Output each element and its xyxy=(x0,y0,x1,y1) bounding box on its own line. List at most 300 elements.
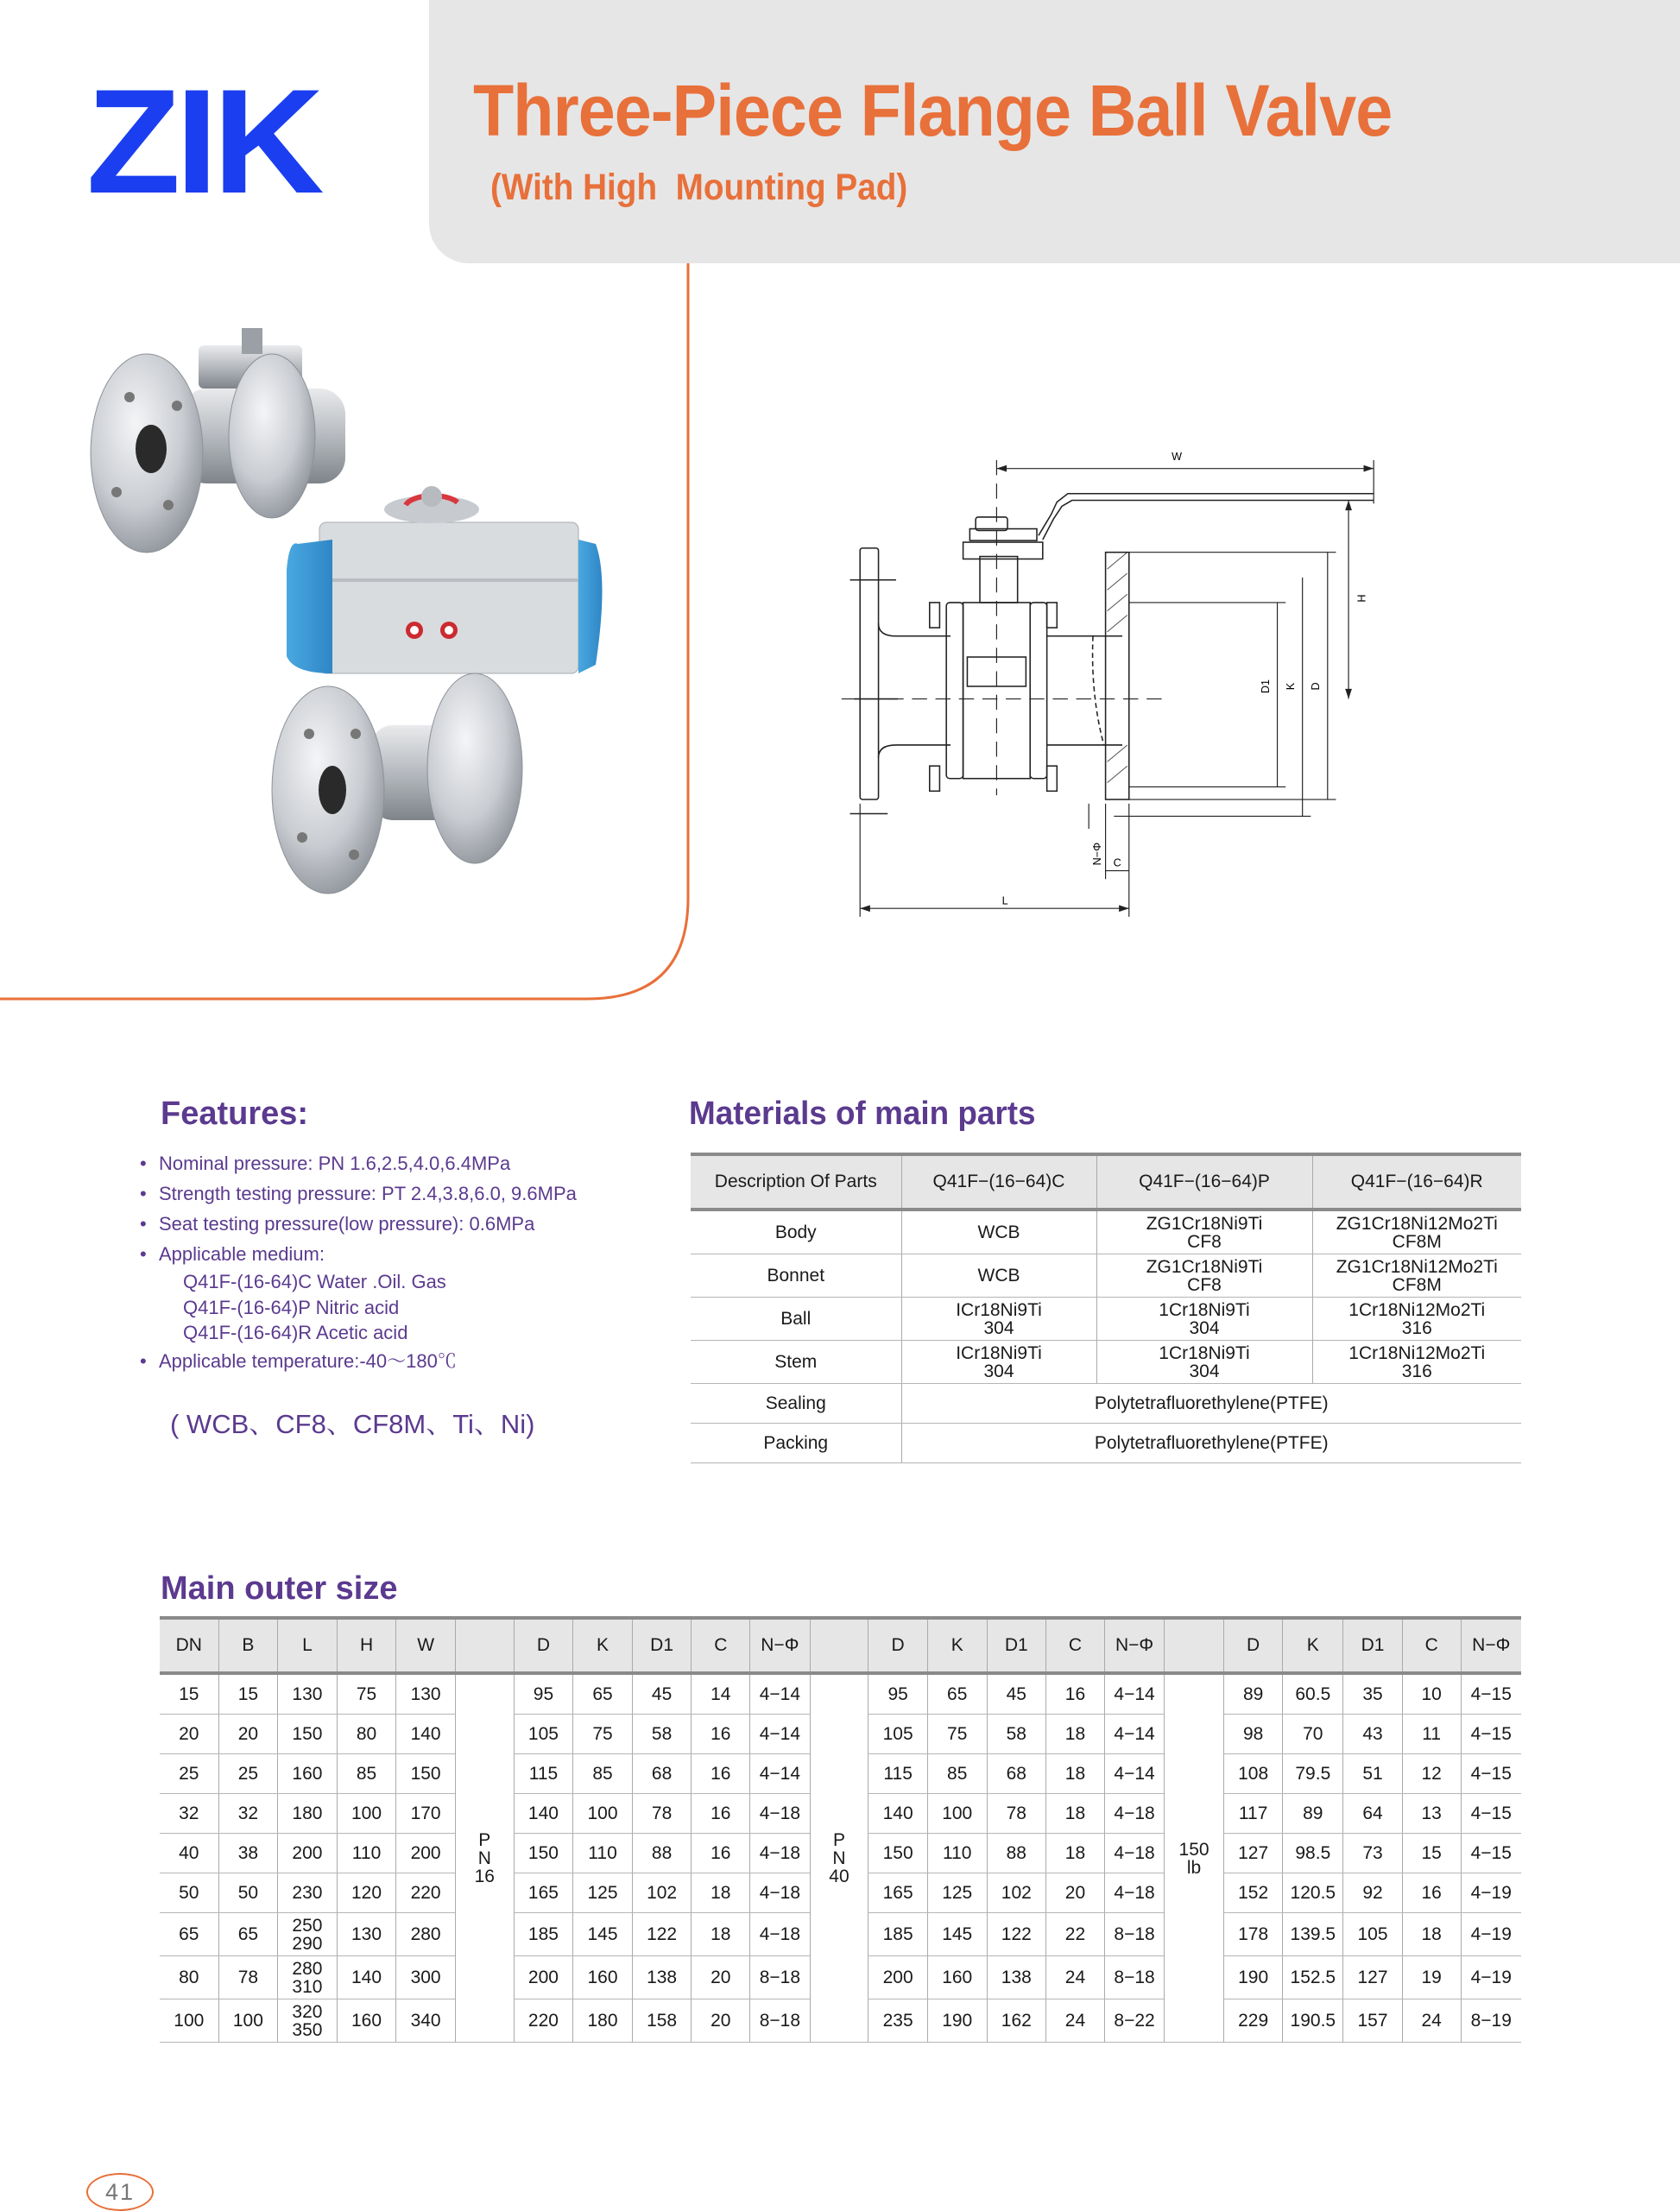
size-cell-dn: 32 xyxy=(160,1794,218,1834)
feature-item: • Applicable medium: xyxy=(140,1243,325,1265)
size-cell: 4−15 xyxy=(1461,1673,1521,1715)
size-cell: 13 xyxy=(1402,1794,1461,1834)
col-header: C xyxy=(1402,1618,1461,1673)
size-cell: 160 xyxy=(927,1956,987,1999)
size-cell: 165 xyxy=(514,1873,573,1913)
size-cell: 68 xyxy=(632,1754,692,1794)
size-cell: 16 xyxy=(1402,1873,1461,1913)
size-cell-l: 130 xyxy=(278,1673,338,1715)
size-cell-dn: 80 xyxy=(160,1956,218,1999)
size-cell: 24 xyxy=(1046,1956,1105,1999)
size-cell: 18 xyxy=(692,1873,750,1913)
size-cell: 229 xyxy=(1223,1999,1283,2043)
size-cell: 122 xyxy=(987,1913,1046,1956)
materials-row xyxy=(691,1424,1521,1463)
size-cell: 65 xyxy=(573,1673,633,1715)
size-cell: 105 xyxy=(1343,1913,1403,1956)
size-cell: 4−15 xyxy=(1461,1834,1521,1873)
part-name: Stem xyxy=(691,1341,901,1384)
size-cell: 20 xyxy=(692,1956,750,1999)
size-cell: 35 xyxy=(1343,1673,1403,1715)
size-cell-h: 140 xyxy=(337,1956,396,1999)
col-header: K xyxy=(573,1618,633,1673)
col-header: Q41F−(16−64)P xyxy=(1096,1154,1312,1210)
size-cell: 75 xyxy=(573,1715,633,1754)
size-cell: 51 xyxy=(1343,1754,1403,1794)
size-cell-b: 25 xyxy=(218,1754,278,1794)
materials-heading: Materials of main parts xyxy=(689,1096,1036,1132)
size-cell: 43 xyxy=(1343,1715,1403,1754)
col-header: B xyxy=(218,1618,278,1673)
size-cell-w: 150 xyxy=(396,1754,456,1794)
size-cell: 85 xyxy=(573,1754,633,1794)
size-cell: 4−18 xyxy=(1104,1794,1164,1834)
size-cell: 102 xyxy=(987,1873,1046,1913)
size-cell-b: 65 xyxy=(218,1913,278,1956)
size-cell: 8−19 xyxy=(1461,1999,1521,2043)
size-cell: 45 xyxy=(987,1673,1046,1715)
size-cell-l xyxy=(278,1999,338,2043)
col-header: C xyxy=(692,1618,750,1673)
size-cell: 105 xyxy=(514,1715,573,1754)
size-cell: 60.5 xyxy=(1283,1673,1343,1715)
size-cell-b: 100 xyxy=(218,1999,278,2043)
cell-line: ZG1Cr18Ni12Mo2Ti xyxy=(1336,1256,1498,1277)
size-cell-h: 130 xyxy=(337,1913,396,1956)
feature-item: • Strength testing pressure: PT 2.4,3.8,6.0, 9.6MPa xyxy=(140,1183,577,1204)
size-cell: 152 xyxy=(1223,1873,1283,1913)
size-cell: 150 xyxy=(868,1834,928,1873)
feature-item: • Seat testing pressure(low pressure): 0.6MPa xyxy=(140,1213,535,1235)
size-cell: 190.5 xyxy=(1283,1999,1343,2043)
col-header: D1 xyxy=(987,1618,1046,1673)
product-photos xyxy=(86,319,708,993)
size-cell-dn: 50 xyxy=(160,1873,218,1913)
dim-label-w: W xyxy=(1172,450,1183,463)
size-cell: 4−19 xyxy=(1461,1956,1521,1999)
size-cell: 200 xyxy=(868,1956,928,1999)
material-cell xyxy=(1096,1210,1312,1254)
size-cell: 78 xyxy=(632,1794,692,1834)
size-cell-h: 120 xyxy=(337,1873,396,1913)
col-header: Description Of Parts xyxy=(691,1154,901,1210)
size-cell: 190 xyxy=(927,1999,987,2043)
materials-table xyxy=(691,1153,1521,1463)
cell-line: 280 xyxy=(292,1958,323,1979)
size-cell: 125 xyxy=(573,1873,633,1913)
size-cell-l xyxy=(278,1913,338,1956)
material-cell: WCB xyxy=(901,1254,1096,1298)
size-cell-dn: 25 xyxy=(160,1754,218,1794)
col-header: Q41F−(16−64)R xyxy=(1312,1154,1521,1210)
size-cell: 8−22 xyxy=(1104,1999,1164,2043)
size-cell: 160 xyxy=(573,1956,633,1999)
size-cell: 162 xyxy=(987,1999,1046,2043)
part-name: Packing xyxy=(691,1424,901,1463)
size-cell: 85 xyxy=(927,1754,987,1794)
size-cell: 115 xyxy=(514,1754,573,1794)
size-cell: 200 xyxy=(514,1956,573,1999)
size-cell: 16 xyxy=(1046,1673,1105,1715)
col-header: DN xyxy=(160,1618,218,1673)
size-cell: 100 xyxy=(573,1794,633,1834)
cell-line: ZG1Cr18Ni12Mo2Ti xyxy=(1336,1213,1498,1234)
size-cell: 65 xyxy=(927,1673,987,1715)
standard-line: 40 xyxy=(829,1867,849,1886)
cell-line: CF8 xyxy=(1187,1274,1222,1295)
standard-line: N xyxy=(477,1848,491,1868)
size-cell: 4−15 xyxy=(1461,1794,1521,1834)
size-cell-h: 110 xyxy=(337,1834,396,1873)
dim-label-n-phi: N−Φ xyxy=(1090,842,1103,866)
size-cell: 73 xyxy=(1343,1834,1403,1873)
size-cell: 58 xyxy=(632,1715,692,1754)
size-cell-l: 180 xyxy=(278,1794,338,1834)
material-cell xyxy=(1312,1298,1521,1341)
size-cell: 4−19 xyxy=(1461,1873,1521,1913)
cell-line: 310 xyxy=(292,1976,323,1997)
cell-line: 1Cr18Ni9Ti xyxy=(1159,1299,1250,1320)
size-cell-dn: 40 xyxy=(160,1834,218,1873)
size-cell-b: 50 xyxy=(218,1873,278,1913)
material-cell: WCB xyxy=(901,1210,1096,1254)
materials-header-row xyxy=(691,1154,1521,1210)
size-cell: 16 xyxy=(692,1754,750,1794)
size-cell: 185 xyxy=(868,1913,928,1956)
size-cell: 4−18 xyxy=(750,1913,810,1956)
size-cell-b: 32 xyxy=(218,1794,278,1834)
medium-item: Q41F-(16-64)R Acetic acid xyxy=(183,1322,408,1343)
size-cell: 18 xyxy=(1046,1715,1105,1754)
size-cell: 115 xyxy=(868,1754,928,1794)
manual-valve-photo xyxy=(91,328,345,553)
size-cell: 108 xyxy=(1223,1754,1283,1794)
size-cell: 22 xyxy=(1046,1913,1105,1956)
material-cell xyxy=(1312,1210,1521,1254)
feature-item: • Applicable temperature:-40～180℃ xyxy=(140,1349,457,1372)
size-cell: 4−18 xyxy=(1104,1834,1164,1873)
size-cell: 70 xyxy=(1283,1715,1343,1754)
size-cell: 12 xyxy=(1402,1754,1461,1794)
size-cell-w: 280 xyxy=(396,1913,456,1956)
size-cell-l: 160 xyxy=(278,1754,338,1794)
size-cell: 127 xyxy=(1343,1956,1403,1999)
cell-line: 304 xyxy=(983,1317,1014,1338)
materials-row xyxy=(691,1298,1521,1341)
col-header: N−Φ xyxy=(1104,1618,1164,1673)
size-cell-h: 75 xyxy=(337,1673,396,1715)
col-header: N−Φ xyxy=(1461,1618,1521,1673)
materials-row xyxy=(691,1254,1521,1298)
size-cell: 165 xyxy=(868,1873,928,1913)
standard-line: lb xyxy=(1186,1857,1202,1878)
material-cell: Polytetrafluorethylene(PTFE) xyxy=(901,1424,1521,1463)
size-cell: 79.5 xyxy=(1283,1754,1343,1794)
size-cell: 16 xyxy=(692,1715,750,1754)
cell-line: 1Cr18Ni9Ti xyxy=(1159,1342,1250,1363)
part-name: Ball xyxy=(691,1298,901,1341)
part-name: Body xyxy=(691,1210,901,1254)
size-cell: 180 xyxy=(573,1999,633,2043)
size-cell: 102 xyxy=(632,1873,692,1913)
size-cell: 10 xyxy=(1402,1673,1461,1715)
size-cell: 19 xyxy=(1402,1956,1461,1999)
cell-line: ZG1Cr18Ni9Ti xyxy=(1146,1256,1263,1277)
material-cell: Polytetrafluorethylene(PTFE) xyxy=(901,1384,1521,1424)
col-header: N−Φ xyxy=(750,1618,810,1673)
size-cell-h: 100 xyxy=(337,1794,396,1834)
size-cell-h: 85 xyxy=(337,1754,396,1794)
size-heading: Main outer size xyxy=(161,1570,398,1607)
brand-logo: ZIK xyxy=(86,59,319,224)
size-cell: 24 xyxy=(1402,1999,1461,2043)
size-cell: 138 xyxy=(987,1956,1046,1999)
size-cell: 139.5 xyxy=(1283,1913,1343,1956)
cell-line: ICr18Ni9Ti xyxy=(956,1342,1042,1363)
standard-line: P xyxy=(478,1830,491,1850)
materials-note: ( WCB、CF8、CF8M、Ti、Ni) xyxy=(170,1409,535,1439)
size-cell: 120.5 xyxy=(1283,1873,1343,1913)
page-number: 41 xyxy=(86,2173,154,2211)
size-cell-dn: 100 xyxy=(160,1999,218,2043)
cell-line: 304 xyxy=(1189,1317,1220,1338)
pressure-standard xyxy=(1165,1673,1224,2043)
size-cell-l xyxy=(278,1956,338,1999)
size-cell: 127 xyxy=(1223,1834,1283,1873)
size-cell: 16 xyxy=(692,1794,750,1834)
material-cell xyxy=(1312,1341,1521,1384)
size-cell: 4−14 xyxy=(750,1754,810,1794)
cell-line: ZG1Cr18Ni9Ti xyxy=(1146,1213,1263,1234)
size-cell-w: 140 xyxy=(396,1715,456,1754)
size-cell: 4−14 xyxy=(1104,1715,1164,1754)
size-cell-w: 200 xyxy=(396,1834,456,1873)
size-row xyxy=(160,1673,1521,1715)
size-cell: 95 xyxy=(514,1673,573,1715)
col-header: D1 xyxy=(632,1618,692,1673)
medium-item: Q41F-(16-64)P Nitric acid xyxy=(183,1296,400,1318)
size-cell: 145 xyxy=(573,1913,633,1956)
cell-line: 1Cr18Ni12Mo2Ti xyxy=(1348,1299,1486,1320)
col-header: K xyxy=(927,1618,987,1673)
size-cell: 4−18 xyxy=(750,1794,810,1834)
col-header: L xyxy=(278,1618,338,1673)
size-cell: 20 xyxy=(1046,1873,1105,1913)
size-cell-l: 200 xyxy=(278,1834,338,1873)
dim-label-h: H xyxy=(1355,594,1368,603)
size-cell-w: 170 xyxy=(396,1794,456,1834)
cell-line: 1Cr18Ni12Mo2Ti xyxy=(1348,1342,1486,1363)
feature-item: • Nominal pressure: PN 1.6,2.5,4.0,6.4MPa xyxy=(140,1153,511,1174)
cell-line: ICr18Ni9Ti xyxy=(956,1299,1042,1320)
size-cell-dn: 20 xyxy=(160,1715,218,1754)
size-cell: 117 xyxy=(1223,1794,1283,1834)
size-cell: 145 xyxy=(927,1913,987,1956)
standard-line: P xyxy=(832,1830,845,1850)
size-cell: 75 xyxy=(927,1715,987,1754)
size-cell: 16 xyxy=(692,1834,750,1873)
dim-label-c: C xyxy=(1113,856,1121,869)
cell-line: 320 xyxy=(292,2001,323,2022)
size-cell: 95 xyxy=(868,1673,928,1715)
features-list xyxy=(138,1148,673,1376)
cell-line: 250 xyxy=(292,1915,323,1936)
size-cell: 4−14 xyxy=(750,1673,810,1715)
size-cell: 18 xyxy=(1046,1754,1105,1794)
size-cell-w: 300 xyxy=(396,1956,456,1999)
size-cell: 89 xyxy=(1283,1794,1343,1834)
size-cell-dn: 65 xyxy=(160,1913,218,1956)
size-cell: 14 xyxy=(692,1673,750,1715)
col-header: H xyxy=(337,1618,396,1673)
size-cell: 185 xyxy=(514,1913,573,1956)
size-cell-b: 15 xyxy=(218,1673,278,1715)
size-cell: 18 xyxy=(1046,1834,1105,1873)
size-cell-w: 220 xyxy=(396,1873,456,1913)
part-name: Bonnet xyxy=(691,1254,901,1298)
size-cell: 220 xyxy=(514,1999,573,2043)
size-cell-w: 340 xyxy=(396,1999,456,2043)
standard-line: 16 xyxy=(474,1867,495,1886)
size-cell: 68 xyxy=(987,1754,1046,1794)
size-cell-b: 38 xyxy=(218,1834,278,1873)
size-cell: 138 xyxy=(632,1956,692,1999)
size-cell: 125 xyxy=(927,1873,987,1913)
size-cell-w: 130 xyxy=(396,1673,456,1715)
size-cell: 64 xyxy=(1343,1794,1403,1834)
size-cell-l: 150 xyxy=(278,1715,338,1754)
material-cell xyxy=(1096,1298,1312,1341)
size-cell: 100 xyxy=(927,1794,987,1834)
size-cell: 11 xyxy=(1402,1715,1461,1754)
size-cell: 58 xyxy=(987,1715,1046,1754)
size-cell: 18 xyxy=(1046,1794,1105,1834)
size-cell: 105 xyxy=(868,1715,928,1754)
cell-line: 316 xyxy=(1401,1361,1432,1381)
material-cell xyxy=(1312,1254,1521,1298)
size-cell: 4−19 xyxy=(1461,1913,1521,1956)
col-header: C xyxy=(1046,1618,1105,1673)
size-cell: 20 xyxy=(692,1999,750,2043)
size-cell: 98.5 xyxy=(1283,1834,1343,1873)
size-cell: 78 xyxy=(987,1794,1046,1834)
cell-line: 316 xyxy=(1401,1317,1432,1338)
pneumatic-valve-photo xyxy=(272,486,603,894)
size-cell: 8−18 xyxy=(1104,1913,1164,1956)
part-name: Sealing xyxy=(691,1384,901,1424)
col-header: D1 xyxy=(1343,1618,1403,1673)
size-cell: 4−15 xyxy=(1461,1715,1521,1754)
size-cell: 18 xyxy=(692,1913,750,1956)
cell-line: CF8 xyxy=(1187,1231,1222,1252)
size-cell: 8−18 xyxy=(1104,1956,1164,1999)
page-title: Three-Piece Flange Ball Valve xyxy=(473,70,1393,151)
cell-line: CF8M xyxy=(1392,1274,1442,1295)
col-header xyxy=(810,1618,868,1673)
size-cell: 4−14 xyxy=(750,1715,810,1754)
size-cell: 4−14 xyxy=(1104,1754,1164,1794)
size-cell: 88 xyxy=(987,1834,1046,1873)
col-header: D xyxy=(1223,1618,1283,1673)
page-subtitle: (With High Mounting Pad) xyxy=(490,167,908,208)
size-table xyxy=(160,1616,1521,2043)
size-cell: 8−18 xyxy=(750,1999,810,2043)
medium-item: Q41F-(16-64)C Water .Oil. Gas xyxy=(183,1271,446,1292)
pressure-standard xyxy=(455,1673,514,2043)
size-cell: 4−18 xyxy=(750,1873,810,1913)
col-header: D xyxy=(514,1618,573,1673)
size-cell: 150 xyxy=(514,1834,573,1873)
size-cell-b: 20 xyxy=(218,1715,278,1754)
cell-line: 304 xyxy=(1189,1361,1220,1381)
dimension-drawing xyxy=(837,440,1407,932)
size-cell: 4−18 xyxy=(1104,1873,1164,1913)
size-cell: 157 xyxy=(1343,1999,1403,2043)
dim-label-k: K xyxy=(1284,682,1297,691)
cell-line: 304 xyxy=(983,1361,1014,1381)
size-cell: 24 xyxy=(1046,1999,1105,2043)
size-cell-h: 80 xyxy=(337,1715,396,1754)
size-cell: 4−15 xyxy=(1461,1754,1521,1794)
size-cell-b: 78 xyxy=(218,1956,278,1999)
size-cell: 122 xyxy=(632,1913,692,1956)
size-cell: 158 xyxy=(632,1999,692,2043)
material-cell xyxy=(901,1341,1096,1384)
col-header: Q41F−(16−64)C xyxy=(901,1154,1096,1210)
size-cell: 190 xyxy=(1223,1956,1283,1999)
size-cell: 45 xyxy=(632,1673,692,1715)
material-cell xyxy=(1096,1254,1312,1298)
materials-row xyxy=(691,1384,1521,1424)
col-header: D xyxy=(868,1618,928,1673)
size-cell: 98 xyxy=(1223,1715,1283,1754)
size-cell: 8−18 xyxy=(750,1956,810,1999)
size-cell: 89 xyxy=(1223,1673,1283,1715)
size-cell: 140 xyxy=(868,1794,928,1834)
size-cell: 152.5 xyxy=(1283,1956,1343,1999)
cell-line: 350 xyxy=(292,2019,323,2040)
size-cell-h: 160 xyxy=(337,1999,396,2043)
size-cell: 140 xyxy=(514,1794,573,1834)
size-cell: 110 xyxy=(927,1834,987,1873)
size-cell-l: 230 xyxy=(278,1873,338,1913)
size-cell: 110 xyxy=(573,1834,633,1873)
materials-row xyxy=(691,1210,1521,1254)
dim-label-l: L xyxy=(1001,894,1008,907)
standard-line: 150 xyxy=(1178,1839,1209,1860)
size-cell: 15 xyxy=(1402,1834,1461,1873)
size-cell: 92 xyxy=(1343,1873,1403,1913)
dim-label-d1: D1 xyxy=(1259,679,1272,694)
col-header xyxy=(455,1618,514,1673)
cell-line: CF8M xyxy=(1392,1231,1442,1252)
size-cell: 18 xyxy=(1402,1913,1461,1956)
size-cell-dn: 15 xyxy=(160,1673,218,1715)
material-cell xyxy=(1096,1341,1312,1384)
cell-line: 290 xyxy=(292,1933,323,1954)
size-cell: 4−18 xyxy=(750,1834,810,1873)
materials-row xyxy=(691,1341,1521,1384)
size-cell: 88 xyxy=(632,1834,692,1873)
col-header: K xyxy=(1283,1618,1343,1673)
size-cell: 235 xyxy=(868,1999,928,2043)
size-cell: 4−14 xyxy=(1104,1673,1164,1715)
material-cell xyxy=(901,1298,1096,1341)
standard-line: N xyxy=(832,1848,846,1868)
pressure-standard xyxy=(810,1673,868,2043)
col-header: W xyxy=(396,1618,456,1673)
col-header xyxy=(1165,1618,1224,1673)
